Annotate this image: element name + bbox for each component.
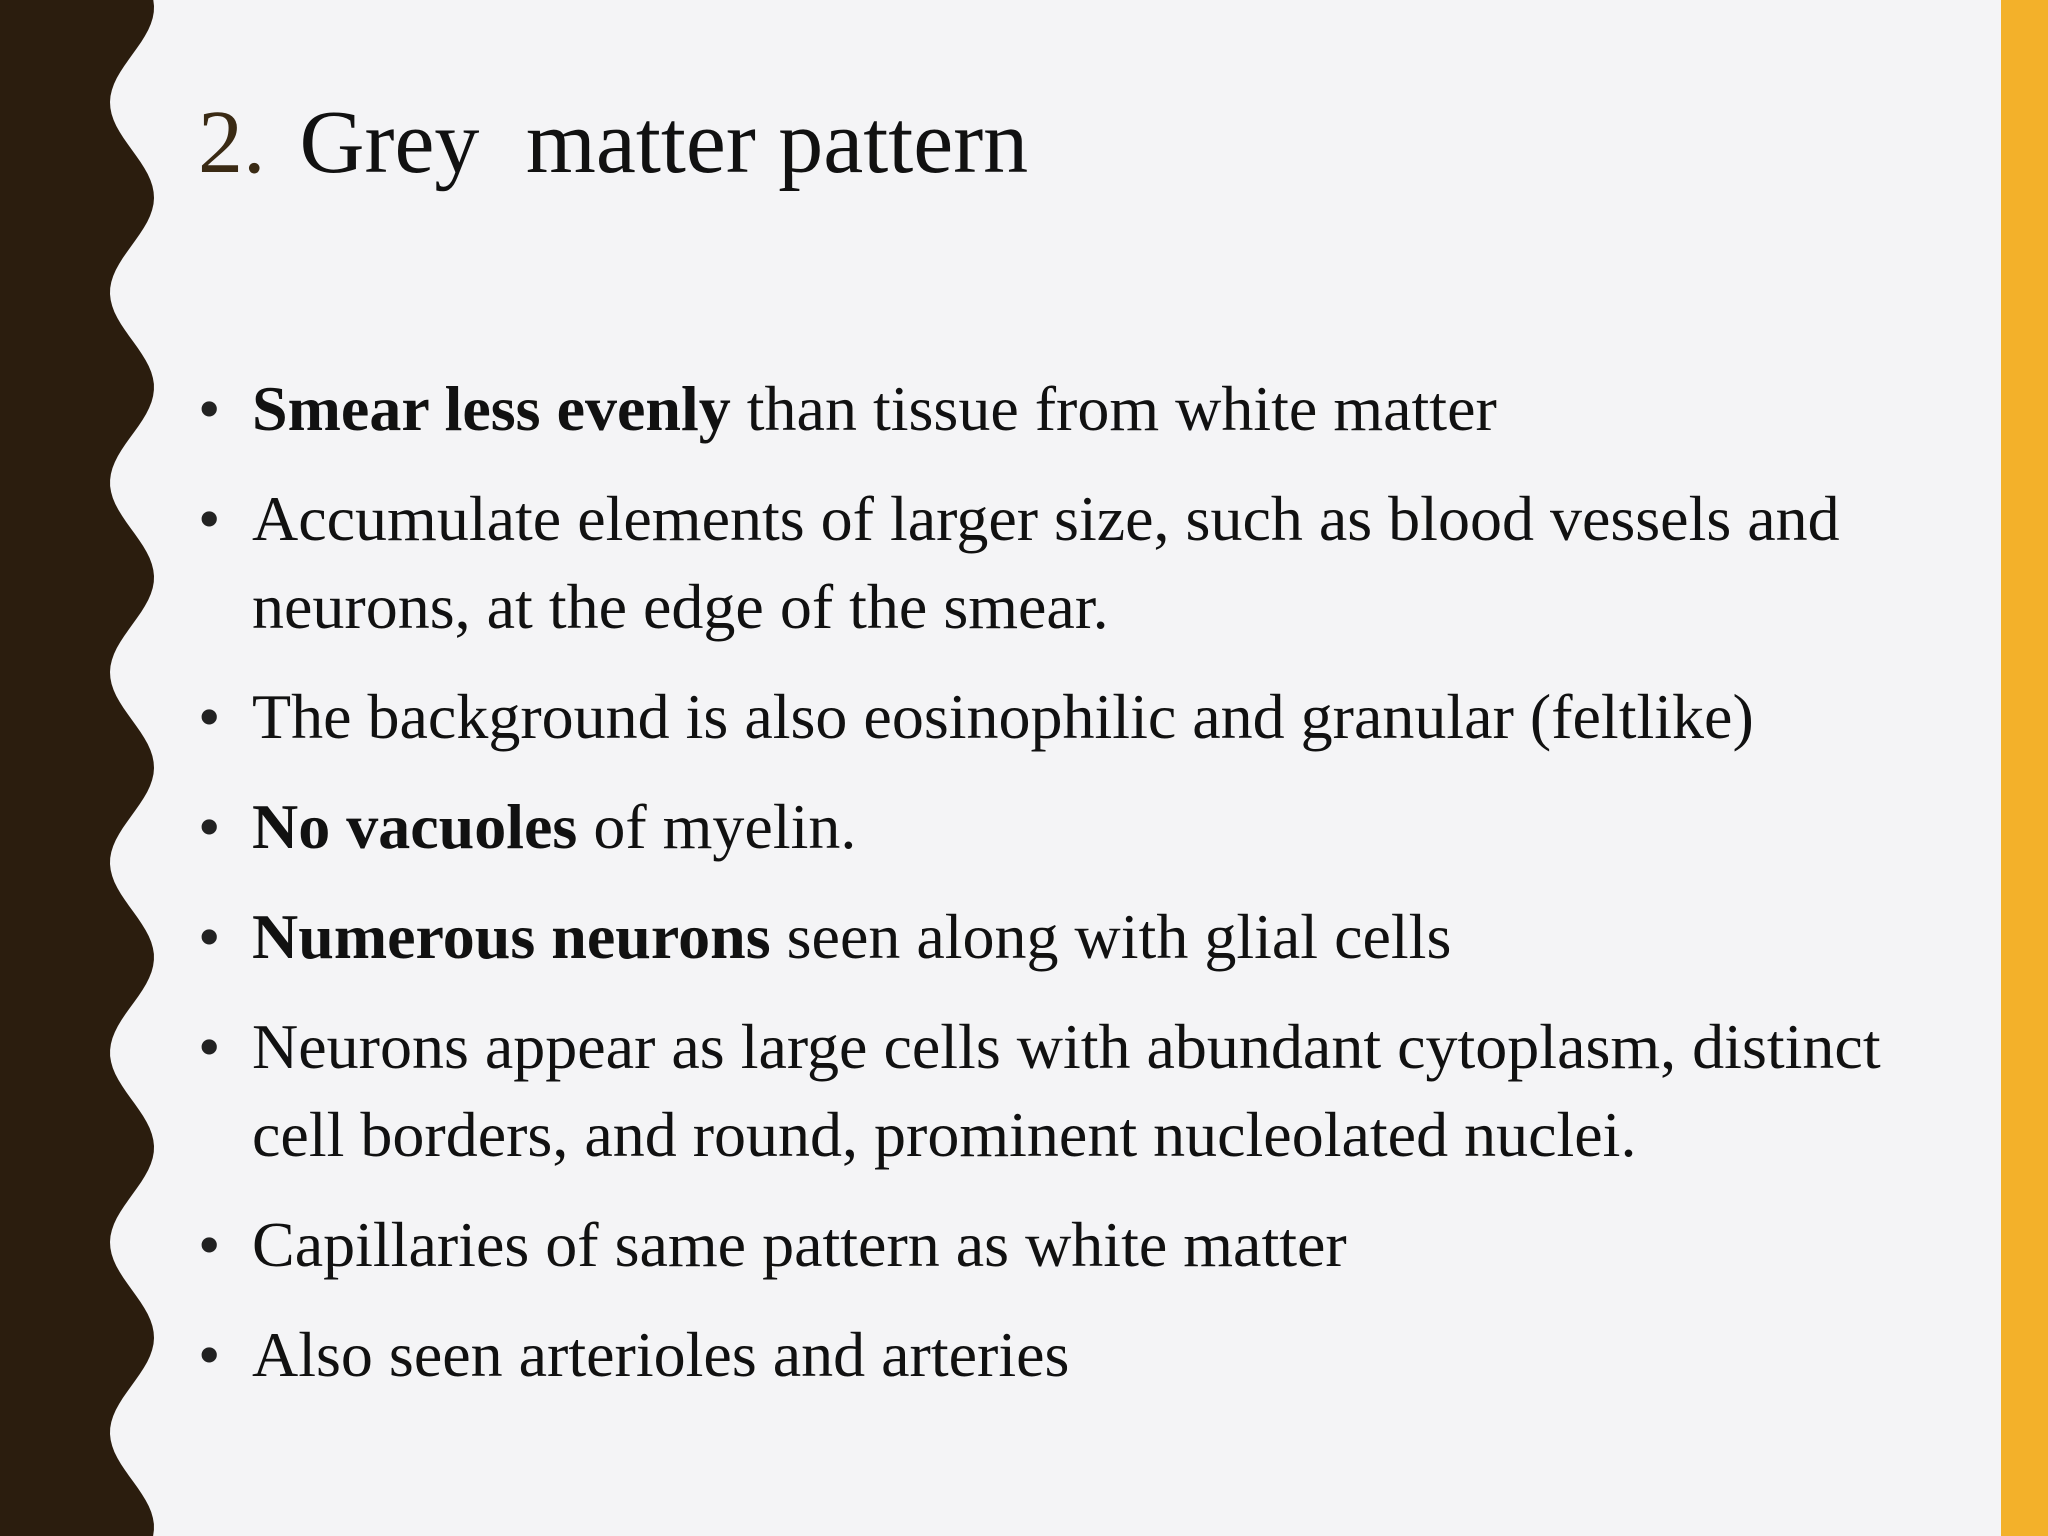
bullet-list xyxy=(198,365,1958,1421)
bullet-dot: • xyxy=(198,681,221,752)
bullet-text: of myelin. xyxy=(577,791,857,862)
bullet-item xyxy=(198,1003,1958,1179)
wave-shape xyxy=(0,0,154,1536)
bullet-bold: Numerous neurons xyxy=(252,901,771,972)
bullet-item xyxy=(198,475,1958,651)
bullet-item xyxy=(198,673,1958,761)
bullet-item xyxy=(198,1201,1958,1289)
title-number: 2. xyxy=(198,93,266,192)
bullet-dot: • xyxy=(198,1319,221,1390)
bullet-dot: • xyxy=(198,791,221,862)
bullet-bold: No vacuoles xyxy=(252,791,578,862)
bullet-text: Neurons appear as large cells with abundant cytoplasm, distinct cell borders, and round, prominent nucleolated nuclei. xyxy=(252,1011,1881,1170)
bullet-text: Accumulate elements of larger size, such as blood vessels and neurons, at the edge of the smear. xyxy=(252,483,1840,642)
bullet-text: than tissue from white matter xyxy=(730,373,1497,444)
bullet-dot: • xyxy=(198,1209,221,1280)
bullet-dot: • xyxy=(198,1011,221,1082)
bullet-item xyxy=(198,1311,1958,1399)
title-rest: matter pattern xyxy=(525,93,1029,192)
bullet-dot: • xyxy=(198,901,221,972)
bullet-text: seen along with glial cells xyxy=(770,901,1452,972)
bullet-item xyxy=(198,365,1958,453)
title-word-grey: Grey xyxy=(299,93,480,192)
left-wave-band xyxy=(0,0,170,1536)
bullet-text: The background is also eosinophilic and granular (feltlike) xyxy=(252,681,1754,752)
bullet-bold: Smear less evenly xyxy=(252,373,731,444)
bullet-text: Also seen arterioles and arteries xyxy=(252,1319,1070,1390)
bullet-item xyxy=(198,783,1958,871)
bullet-dot: • xyxy=(198,373,221,444)
slide-title xyxy=(198,88,1028,198)
right-accent-bar xyxy=(2001,0,2048,1536)
bullet-text: Capillaries of same pattern as white matter xyxy=(252,1209,1347,1280)
bullet-item xyxy=(198,893,1958,981)
bullet-dot: • xyxy=(198,483,221,554)
